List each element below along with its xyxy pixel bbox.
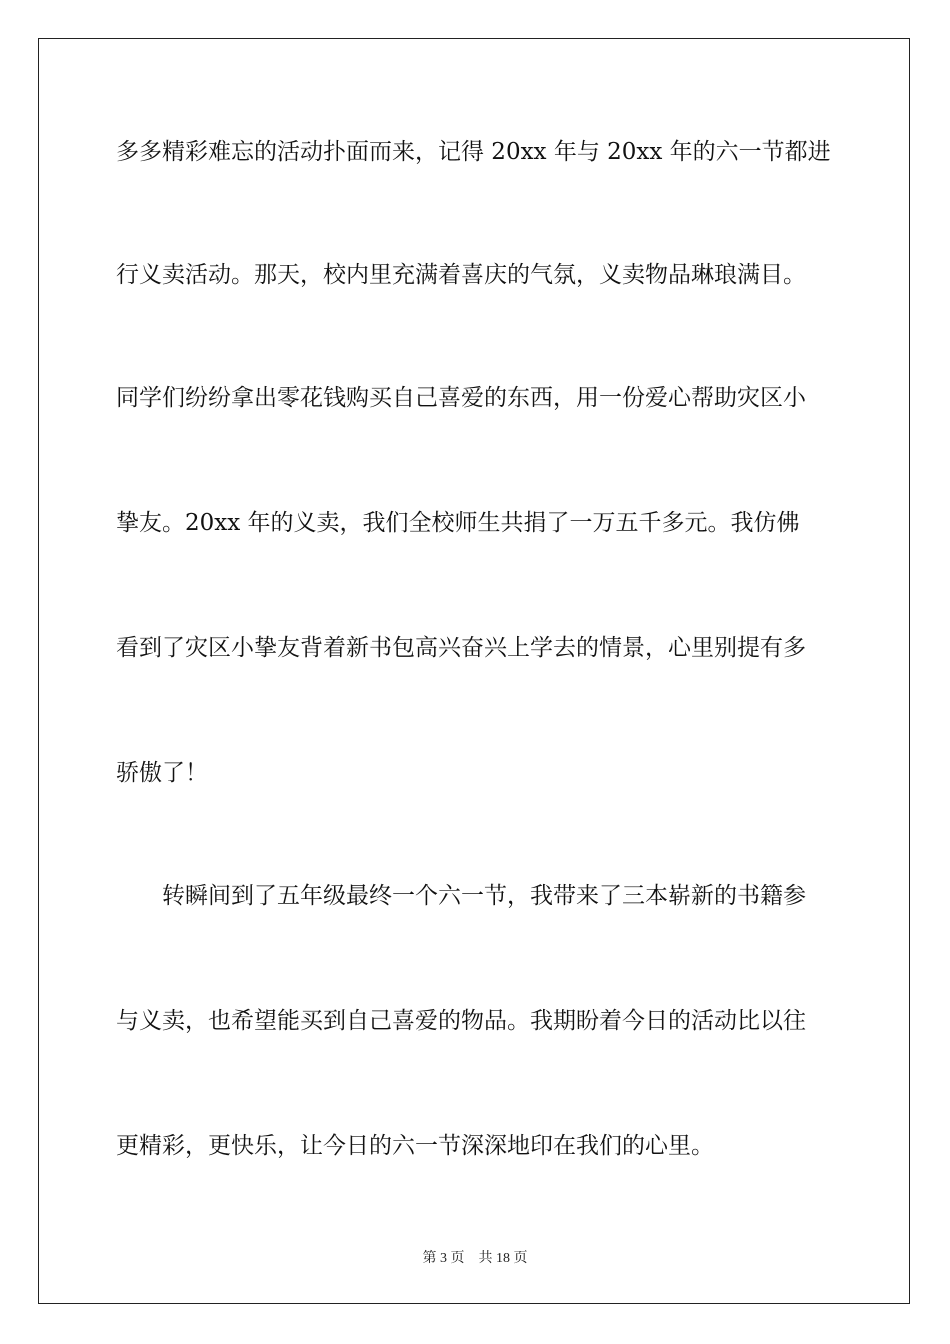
body-line-3: 同学们纷纷拿出零花钱购买自己喜爱的东西，用一份爱心帮助灾区小 [116, 385, 806, 411]
body-line-9: 更精彩，更快乐，让今日的六一节深深地印在我们的心里。 [116, 1133, 714, 1159]
body-line-1: 多多精彩难忘的活动扑面而来，记得 20xx 年与 20xx 年的六一节都进 [116, 139, 831, 165]
body-line-2: 行义卖活动。那天，校内里充满着喜庆的气氛，义卖物品琳琅满目。 [116, 262, 806, 288]
body-line-4: 挚友。20xx 年的义卖，我们全校师生共捐了一万五千多元。我仿佛 [116, 510, 800, 536]
body-line-8: 与义卖，也希望能买到自己喜爱的物品。我期盼着今日的活动比以往 [116, 1008, 806, 1034]
page-border [38, 38, 910, 1304]
page-total: 共 18 页 [478, 1251, 528, 1266]
body-line-7: 转瞬间到了五年级最终一个六一节，我带来了三本崭新的书籍参 [116, 883, 806, 909]
page-footer [0, 1247, 950, 1267]
page-number: 第 3 页 [422, 1251, 465, 1266]
body-line-5: 看到了灾区小挚友背着新书包高兴奋兴上学去的情景，心里别提有多 [116, 635, 806, 661]
body-line-6: 骄傲了！ [116, 760, 208, 786]
